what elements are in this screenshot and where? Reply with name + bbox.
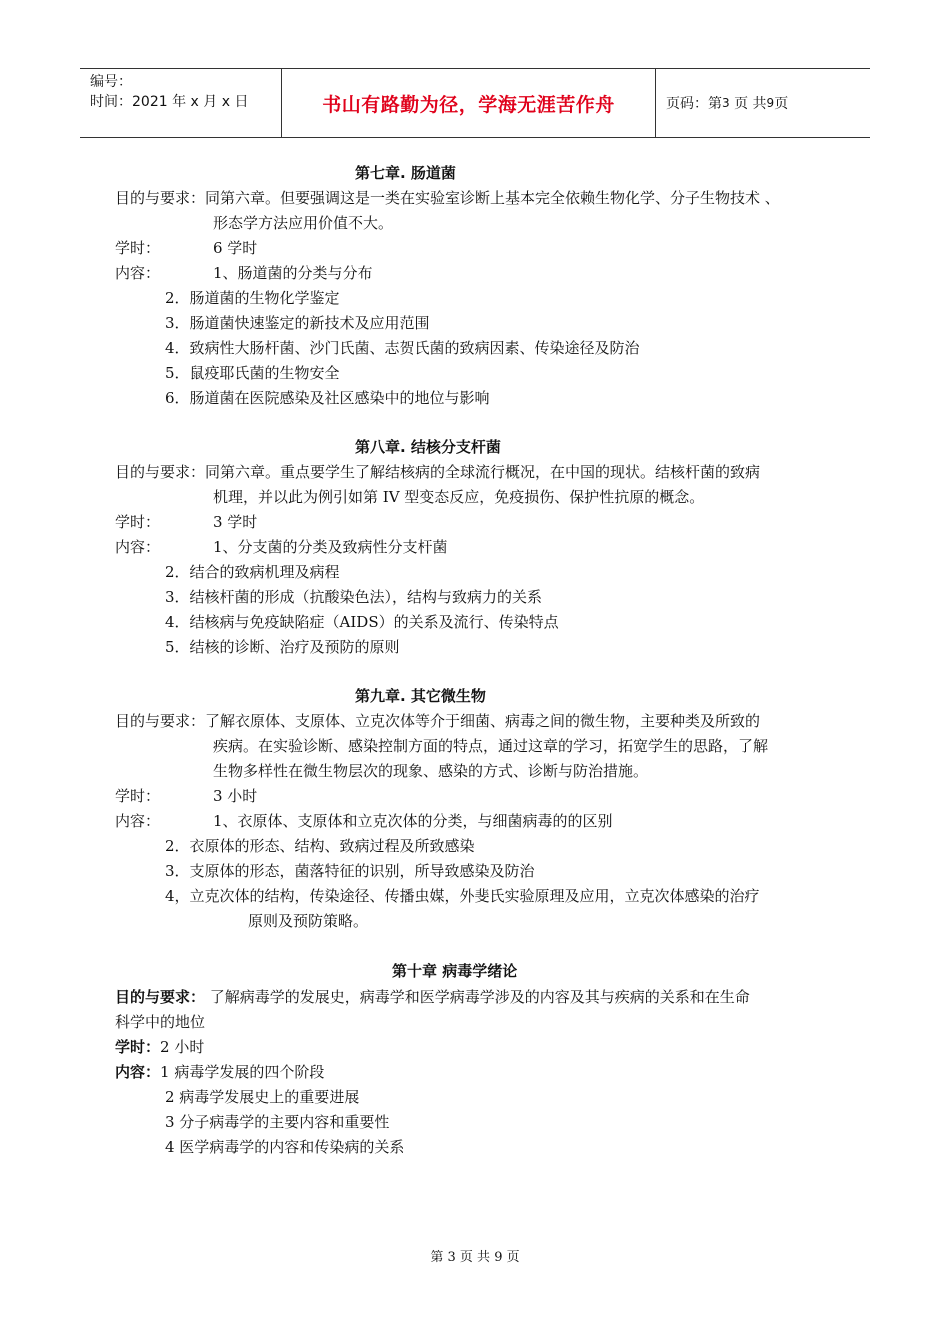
chapter-9-goal-line-1: 目的与要求：了解衣原体、支原体、立克次体等介于细菌、病毒之间的微生物，主要种类及所致的 [115,712,761,730]
chapter-9-title: 第九章. 其它微生物 [355,687,486,705]
chapter-8-item: 5．结核的诊断、治疗及预防的原则 [165,638,400,656]
chapter-9-hours-label: 学时： [115,787,161,805]
chapter-10-content-label: 内容： [115,1063,161,1081]
chapter-7-item: 4．致病性大肠杆菌、沙门氏菌、志贺氏菌的致病因素、传染途径及防治 [165,339,640,357]
page-footer [0,1246,950,1265]
header-page-info [656,69,870,137]
chapter-9-item: 4，立克次体的结构，传染途径、传播虫媒，外斐氏实验原理及应用，立克次体感染的治疗 [165,887,760,905]
chapter-8-content-label: 内容： [115,538,161,556]
chapter-10-title: 第十章 病毒学绪论 [392,962,518,980]
chapter-8-item: 1、分支菌的分类及致病性分支杆菌 [213,538,448,556]
chapter-8-item: 3．结核杆菌的形成（抗酸染色法），结构与致病力的关系 [165,588,543,606]
chapter-7-item: 6．肠道菌在医院感染及社区感染中的地位与影响 [165,389,490,407]
number-label: 编号： [90,74,132,90]
chapter-8-item: 2．结合的致病机理及病程 [165,563,340,581]
page-end: 页 [774,96,789,112]
chapter-8-goal-line-2: 机理，并以此为例引如第 IV 型变态反应，免疫损伤、保护性抗原的概念。 [213,488,705,506]
chapter-7-content-label: 内容： [115,264,161,282]
chapter-10-goal-label: 目的与要求： [115,988,206,1006]
chapter-9-content-label: 内容： [115,812,161,830]
chapter-9-goal-line-2: 疾病。在实验诊断、感染控制方面的特点，通过这章的学习，拓宽学生的思路，了解 [213,737,769,755]
page-total: 9 [766,96,775,110]
chapter-10-goal-line-2: 科学中的地位 [115,1013,206,1031]
chapter-7-item: 5．鼠疫耶氏菌的生物安全 [165,364,340,382]
chapter-8-item: 4．结核病与免疫缺陷症（AIDS）的关系及流行、传染特点 [165,613,559,631]
chapter-7-title: 第七章. 肠道菌 [355,164,456,182]
chapter-8-title: 第八章. 结核分支杆菌 [355,438,501,456]
header-slogan [282,69,656,137]
header-meta [80,69,282,137]
chapter-10-hours-line [115,1037,204,1057]
chapter-7-hours-label: 学时： [115,239,161,257]
page-label: 页码：第 [666,96,722,112]
chapter-9-item: 1、衣原体、支原体和立克次体的分类，与细菌病毒的的区别 [213,812,613,830]
page-mid: 页 共 [734,96,767,112]
chapter-10-item: 4 医学病毒学的内容和传染病的关系 [165,1138,405,1156]
slogan-text: 书山有路勤为径，学海无涯苦作舟 [322,93,615,116]
chapter-10-hours: 2 小时 [160,1038,205,1056]
chapter-9-item: 3．支原体的形态，菌落特征的识别，所导致感染及防治 [165,862,535,880]
page-number: 3 [722,96,730,110]
chapter-8-hours-label: 学时： [115,513,161,531]
chapter-9-item: 2．衣原体的形态、结构、致病过程及所致感染 [165,837,475,855]
date-label: 时间：2021 年 x 月 x 日 [90,94,249,110]
chapter-9-item-continuation: 原则及预防策略。 [248,912,369,930]
footer-page-text: 第 3 页 共 9 页 [430,1250,520,1265]
chapter-8-hours: 3 学时 [213,513,258,531]
chapter-7-goal-line-1: 目的与要求：同第六章。但要强调这是一类在实验室诊断上基本完全依赖生物化学、分子生物技术 、 [115,189,780,207]
chapter-10-content-line [115,1062,324,1082]
chapter-9-hours: 3 小时 [213,787,258,805]
chapter-7-item: 1、肠道菌的分类与分布 [213,264,373,282]
chapter-10-item: 1 病毒学发展的四个阶段 [160,1063,325,1081]
chapter-10-item: 2 病毒学发展史上的重要进展 [165,1088,360,1106]
chapter-8-goal-line-1: 目的与要求：同第六章。重点要学生了解结核病的全球流行概况，在中国的现状。结核杆菌的致病 [115,463,761,481]
chapter-7-hours: 6 学时 [213,239,258,257]
chapter-7-item: 3．肠道菌快速鉴定的新技术及应用范围 [165,314,430,332]
chapter-10-goal-line-1 [115,987,750,1007]
chapter-10-item: 3 分子病毒学的主要内容和重要性 [165,1113,390,1131]
page-header [80,68,870,138]
chapter-7-item: 2．肠道菌的生物化学鉴定 [165,289,340,307]
chapter-10-goal-text: 了解病毒学的发展史，病毒学和医学病毒学涉及的内容及其与疾病的关系和在生命 [205,988,750,1006]
chapter-9-goal-line-3: 生物多样性在微生物层次的现象、感染的方式、诊断与防治措施。 [213,762,649,780]
chapter-7-goal-line-2: 形态学方法应用价值不大。 [213,214,394,232]
chapter-10-hours-label: 学时： [115,1038,161,1056]
